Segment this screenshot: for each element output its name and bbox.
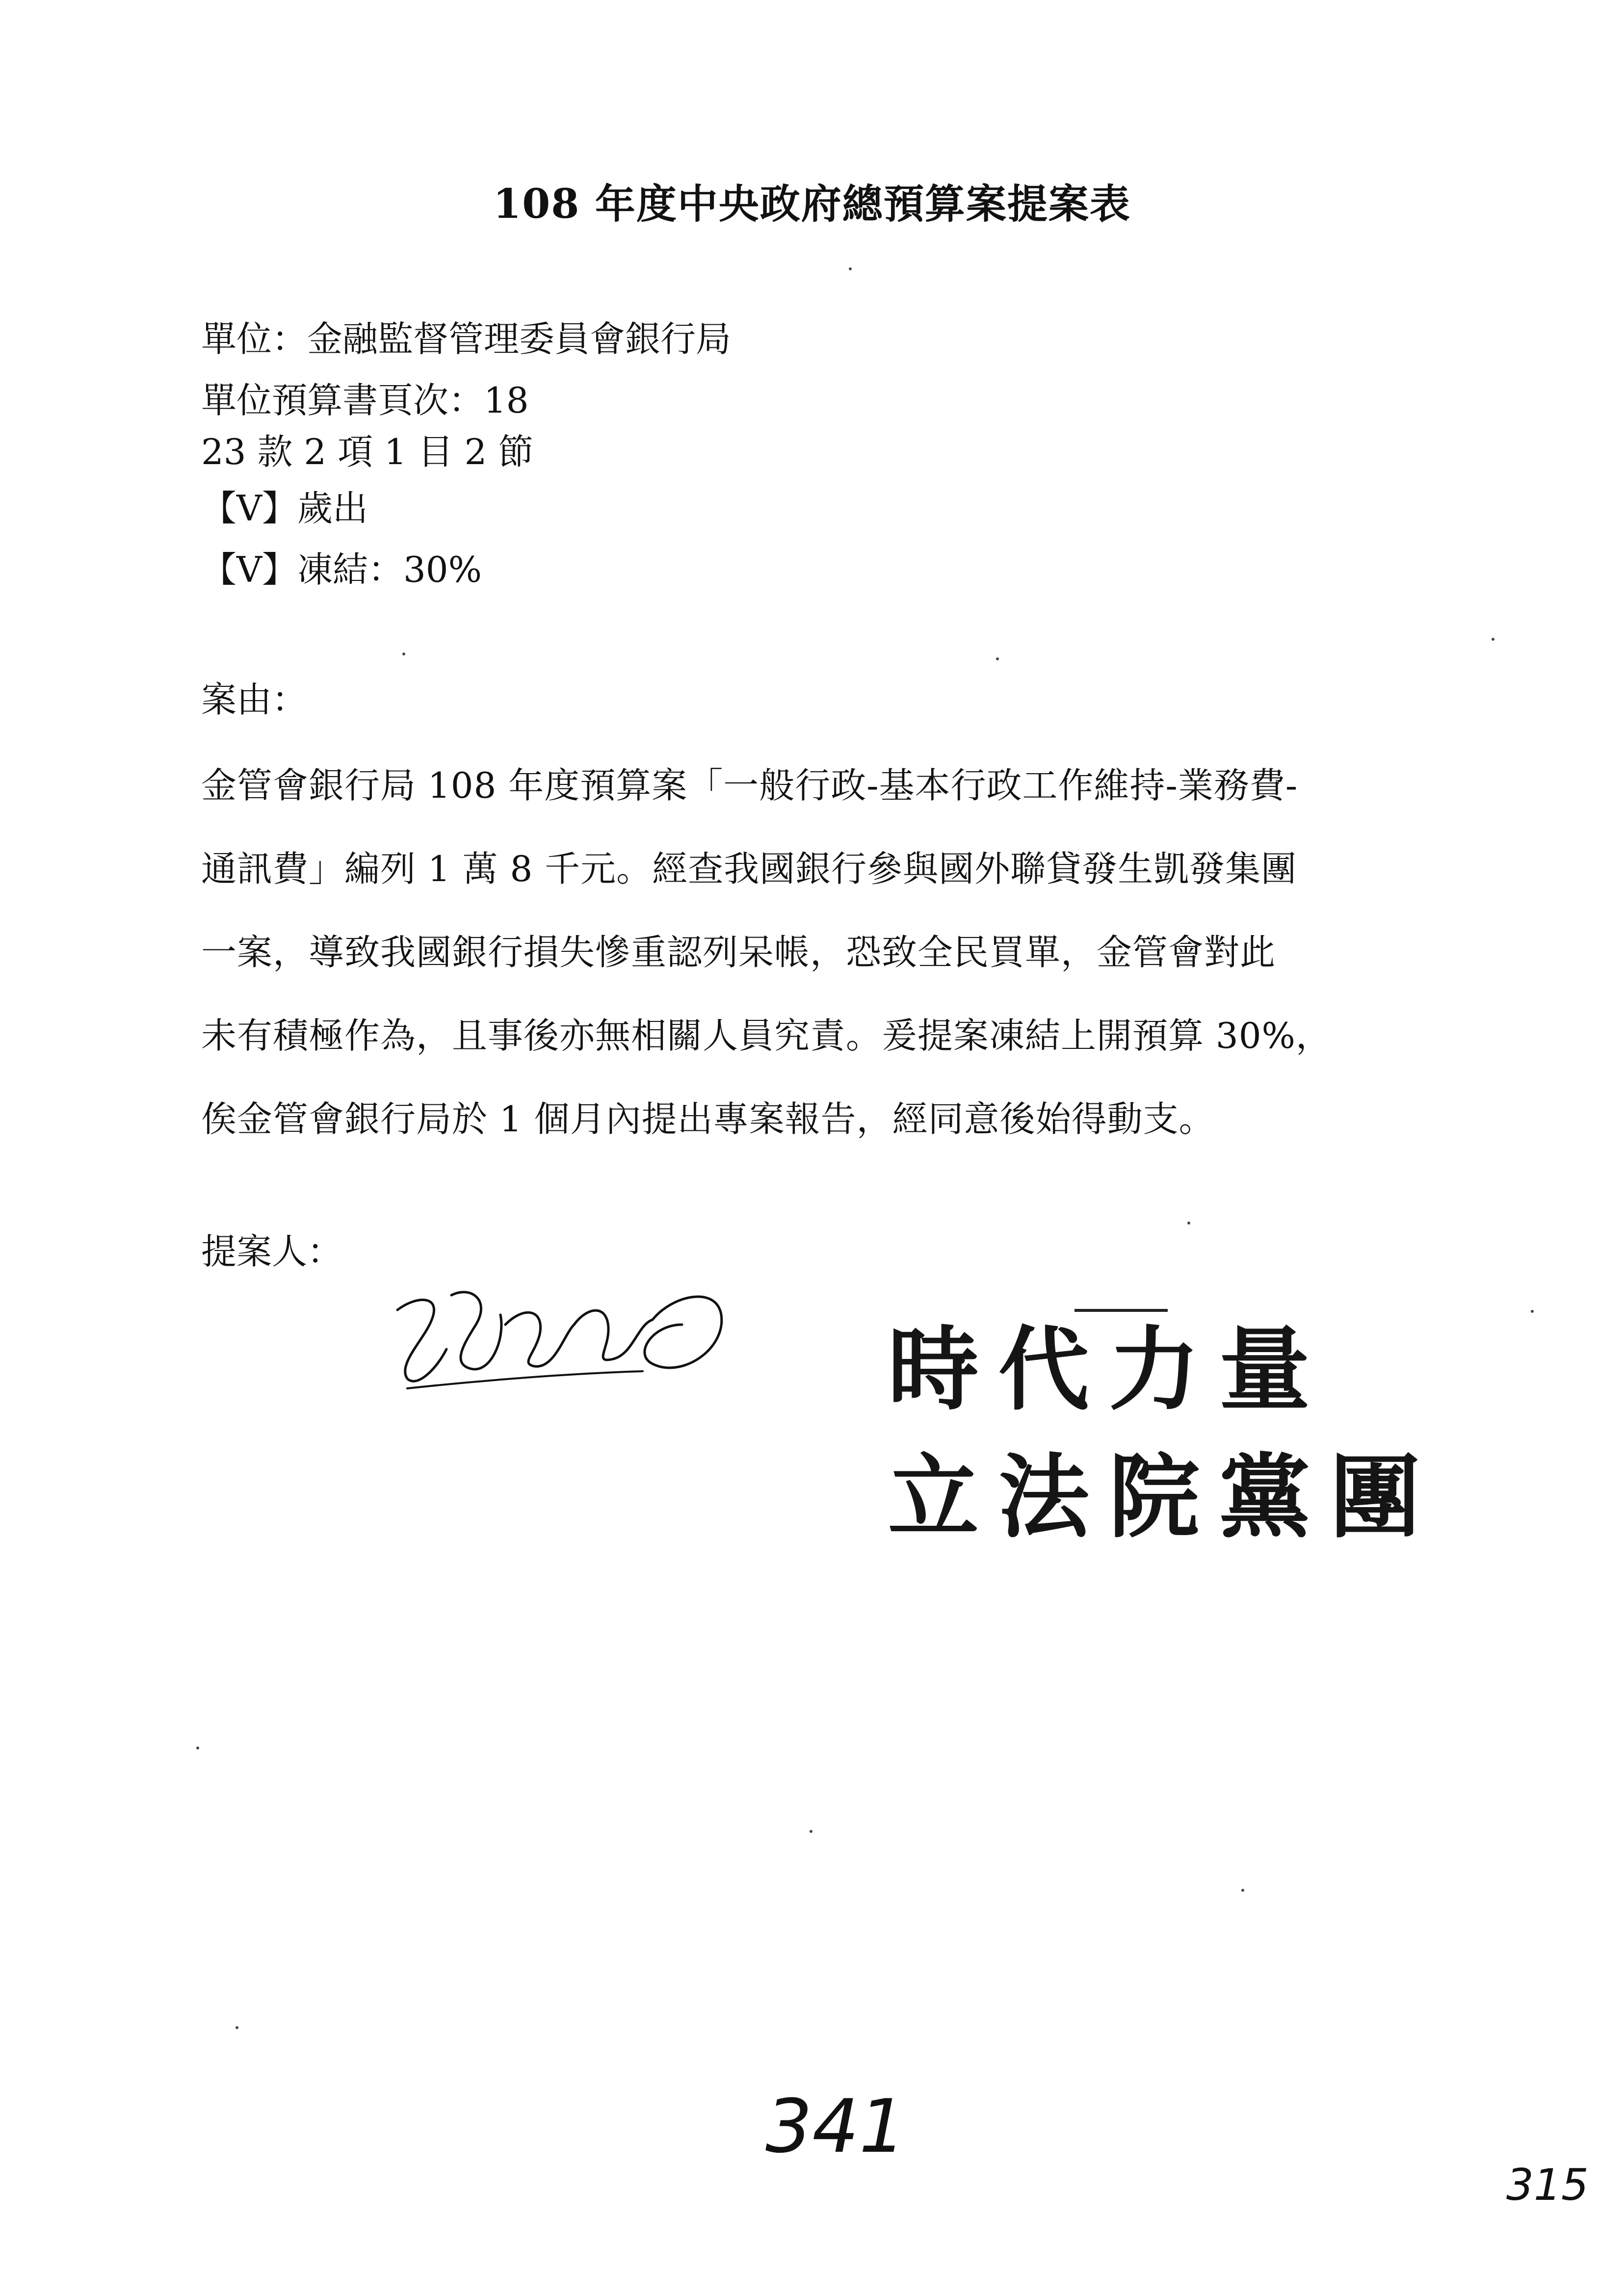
document-title: 108 年度中央政府總預算案提案表: [493, 181, 1131, 228]
scan-speck: [402, 652, 405, 655]
seal-top-mark: [1074, 1309, 1168, 1312]
seal-line-2: 立法院黨團: [888, 1444, 1440, 1550]
reason-line-2: 通訊費」編列 1 萬 8 千元。經查我國銀行參與國外聯貸發生凱發集團: [201, 848, 1297, 889]
scan-speck: [196, 1747, 199, 1749]
budget-code-line: 23 款 2 項 1 目 2 節: [201, 431, 534, 472]
scan-speck: [1241, 1889, 1244, 1892]
scan-speck: [236, 2026, 238, 2029]
freeze-check-line: 【V】凍結：30%: [201, 549, 482, 590]
seal-line-1: 時代力量: [888, 1317, 1330, 1423]
handwritten-corner-number: 315: [1506, 2160, 1589, 2210]
unit-line: 單位：金融監督管理委員會銀行局: [201, 318, 732, 360]
scan-speck: [1187, 1222, 1190, 1225]
reason-heading: 案由：: [201, 679, 308, 720]
scan-speck: [1492, 638, 1494, 641]
scan-speck: [1531, 1310, 1534, 1313]
handwritten-page-number: 341: [765, 2084, 906, 2169]
reason-line-1: 金管會銀行局 108 年度預算案「一般行政-基本行政工作維持-業務費-: [201, 765, 1298, 806]
scan-speck: [849, 267, 852, 270]
reason-line-3: 一案，導致我國銀行損失慘重認列呆帳，恐致全民買單，金管會對此: [201, 932, 1276, 973]
reason-line-4: 未有積極作為，且事後亦無相關人員究責。爰提案凍結上開預算 30%，: [201, 1015, 1332, 1056]
expenditure-check-line: 【V】歲出: [201, 488, 368, 529]
scan-speck: [810, 1830, 812, 1833]
scan-speck: [996, 657, 999, 660]
reason-line-5: 俟金管會銀行局於 1 個月內提出專案報告，經同意後始得動支。: [201, 1098, 1215, 1140]
unit-budget-page-line: 單位預算書頁次：18: [201, 380, 529, 421]
handwritten-signature: [378, 1266, 731, 1403]
party-caucus-seal: [888, 1305, 1440, 1580]
proposer-label: 提案人：: [201, 1231, 343, 1272]
